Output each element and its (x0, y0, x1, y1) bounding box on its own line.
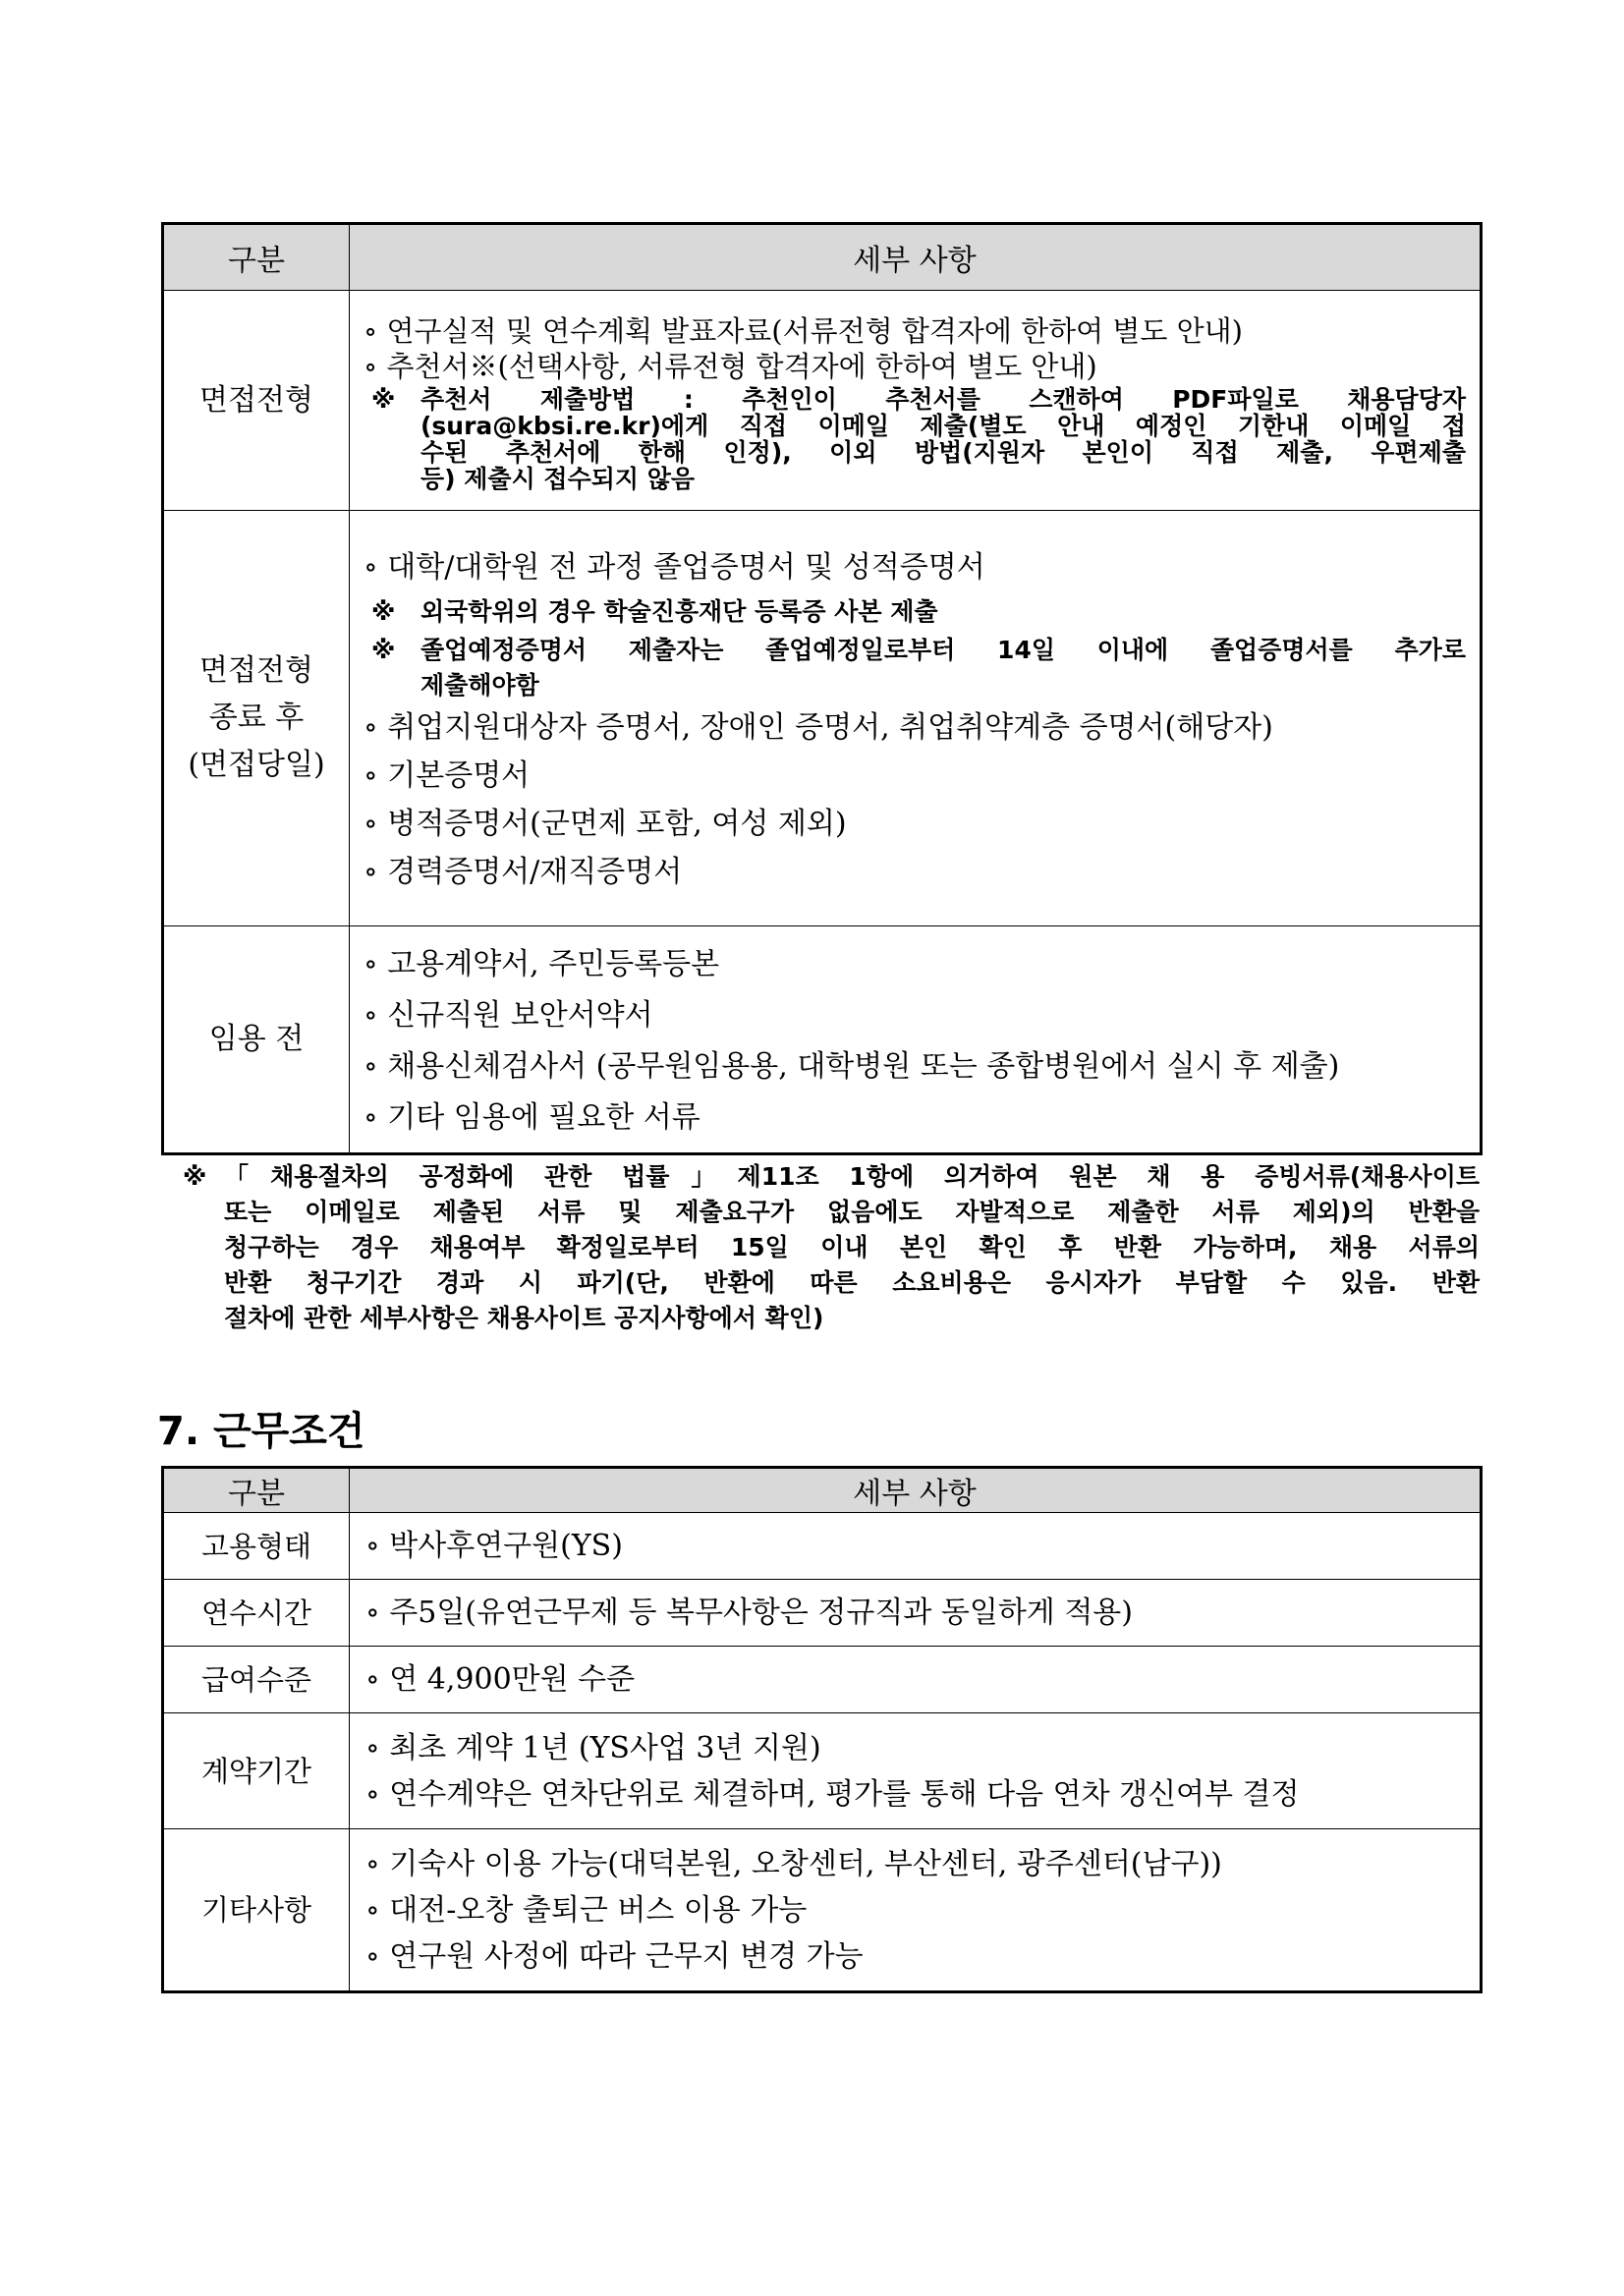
header-details: 세부 사항 (350, 224, 1482, 291)
list-item: ∘ 박사후연구원(YS) (365, 1529, 623, 1563)
list-item: ∘ 연구원 사정에 따라 근무지 변경 가능 (365, 1938, 864, 1974)
note-item: ※ 졸업예정증명서 제출자는 졸업예정일로부터 14일 이내에 졸업증명서를 추가로 제출해야함 (371, 636, 1466, 700)
list-item: ∘ 연 4,900만원 수준 (365, 1662, 636, 1697)
row-label-line: 면접전형 (199, 653, 313, 688)
footnote (183, 1159, 1480, 1336)
row-details (350, 511, 1482, 926)
list-item: ∘ 고용계약서, 주민등록등본 (364, 947, 720, 981)
list-item: ∘ 연구실적 및 연수계획 발표자료(서류전형 합격자에 한하여 별도 안내) (364, 313, 1243, 348)
list-item: ∘ 기타 임용에 필요한 서류 (364, 1100, 700, 1135)
row-details (350, 1513, 1482, 1580)
list-item: ∘ 주5일(유연근무제 등 복무사항은 정규직과 동일하게 적용) (365, 1596, 1133, 1630)
list-item: ∘ 기숙사 이용 가능(대덕본원, 오창센터, 부산센터, 광주센터(남구)) (365, 1846, 1222, 1881)
list-item: ∘ 추천서※(선택사항, 서류전형 합격자에 한하여 별도 안내) (364, 349, 1097, 383)
list-item: ∘ 대학/대학원 전 과정 졸업증명서 및 성적증명서 (364, 550, 985, 585)
row-label: 급여수준 (163, 1647, 350, 1713)
list-item: ∘ 채용신체검사서 (공무원임용용, 대학병원 또는 종합병원에서 실시 후 제출) (364, 1049, 1340, 1084)
row-details (350, 926, 1482, 1154)
row-details (350, 291, 1482, 511)
header-category: 구분 (163, 224, 350, 291)
table-row (163, 291, 1482, 511)
working-conditions-table (161, 1466, 1483, 1993)
header-category: 구분 (163, 1468, 350, 1513)
list-item: ∘ 신규직원 보안서약서 (364, 998, 653, 1033)
table-row (163, 1513, 1482, 1580)
list-item: ∘ 취업지원대상자 증명서, 장애인 증명서, 취업취약계층 증명서(해당자) (364, 710, 1273, 745)
row-label-line: 종료 후 (208, 700, 305, 735)
row-label-line: 임용 전 (208, 1022, 305, 1056)
documents-table (161, 222, 1483, 1155)
table-row (163, 1829, 1482, 1992)
row-label (163, 291, 350, 511)
row-label: 계약기간 (163, 1713, 350, 1829)
footnote-mark: ※ (183, 1162, 207, 1191)
list-item: ∘ 병적증명서(군면제 포함, 여성 제외) (364, 807, 847, 841)
header-details: 세부 사항 (350, 1468, 1482, 1513)
row-label: 연수시간 (163, 1580, 350, 1647)
table-header-row (163, 224, 1482, 291)
section-title: 7. 근무조건 (157, 1409, 365, 1454)
row-label (163, 511, 350, 926)
table-row (163, 1713, 1482, 1829)
note-item: ※ 외국학위의 경우 학술진흥재단 등록증 사본 제출 (371, 597, 938, 626)
table-row (163, 1580, 1482, 1647)
table-row (163, 1647, 1482, 1713)
list-item: ∘ 최초 계약 1년 (YS사업 3년 지원) (365, 1730, 821, 1765)
row-details (350, 1647, 1482, 1713)
note-item: ※ 추천서 제출방법 : 추천인이 추천서를 스캔하여 PDF파일로 채용담당자 (sura@kbsi.re.kr)에게 직접 이메일 제출(별도 안내 예정인 기한내 이메일 접 수된 추천서에 한해 인정), 이외 방법(지원자 본인이 직접 제출, 우편제출 등) 제출시 접수되지 않음 (371, 384, 1466, 493)
list-item: ∘ 기본증명서 (364, 758, 531, 793)
list-item: ∘ 대전-오창 출퇴근 버스 이용 가능 (365, 1892, 808, 1928)
table-row (163, 926, 1482, 1154)
row-details (350, 1713, 1482, 1829)
row-label (163, 926, 350, 1154)
row-label-line: 면접전형 (199, 382, 313, 418)
list-item: ∘ 연수계약은 연차단위로 체결하며, 평가를 통해 다음 연차 갱신여부 결정 (365, 1776, 1300, 1812)
row-label: 기타사항 (163, 1829, 350, 1992)
table-header-row (163, 1468, 1482, 1513)
table-row (163, 511, 1482, 926)
row-details (350, 1580, 1482, 1647)
row-label: 고용형태 (163, 1513, 350, 1580)
row-details (350, 1829, 1482, 1992)
list-item: ∘ 경력증명서/재직증명서 (364, 855, 683, 889)
footnote-text: 「채용절차의 공정화에 관한 법률」제11조 1항에 의거하여 원본 채 용 증빙서류(채용사이트 또는 이메일로 제출된 서류 및 제출요구가 없음에도 자발적으로 제출한 서류 제외)의 반환을 청구하는 경우 채용여부 확정일로부터 15일 이내 본인 확인 후 반환 가능하며, 채용 서류의 반환 청구기간 경과 시 파기(단, 반환에 따른 소요비용은 응시자가 부담할 수 있음. 반환 절차에 관한 세부사항은 채용사이트 공지사항에서 확인) (224, 1162, 1480, 1332)
row-label-line: (면접당일) (188, 748, 325, 782)
